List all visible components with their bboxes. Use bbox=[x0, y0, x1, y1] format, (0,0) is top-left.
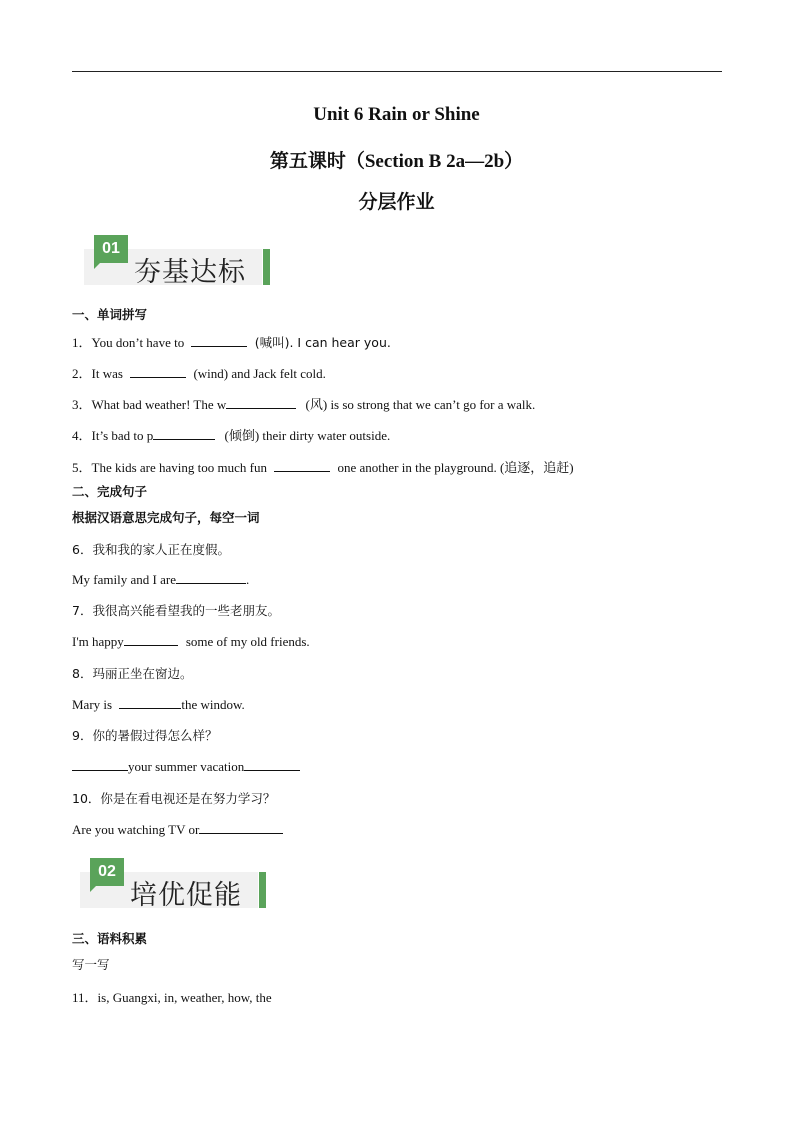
banner-title: 夯基达标 bbox=[134, 257, 246, 288]
question-11 bbox=[72, 987, 272, 1006]
section-subheading: 写一写 bbox=[72, 957, 110, 972]
question-text: some of my old friends. bbox=[185, 634, 310, 649]
question-text: (风) is so strong that we can’t go for a walk. bbox=[305, 397, 536, 412]
question-text: You don’t have to bbox=[91, 335, 185, 350]
question-7-prompt bbox=[72, 601, 280, 619]
question-text: . bbox=[245, 572, 250, 587]
question-8-prompt bbox=[72, 664, 192, 682]
question-text: (倾倒) their dirty water outside. bbox=[224, 428, 391, 443]
question-text: I'm happy bbox=[72, 634, 124, 649]
question-text: My family and I are bbox=[72, 572, 176, 587]
question-number: 1． bbox=[72, 335, 92, 350]
chinese-prompt: 你是在看电视还是在努力学习？ bbox=[100, 791, 276, 806]
answer-blank[interactable] bbox=[176, 571, 246, 584]
chinese-prompt: 我和我的家人正在度假。 bbox=[92, 542, 230, 557]
section-banner-2 bbox=[80, 863, 266, 911]
question-number: 5． bbox=[72, 460, 92, 475]
question-text: (wind) and Jack felt cold. bbox=[193, 366, 326, 381]
answer-blank[interactable] bbox=[274, 459, 330, 472]
question-number: 9． bbox=[72, 728, 93, 743]
document-subtitle2: 分层作业 bbox=[358, 191, 435, 213]
banner-accent-bar bbox=[263, 249, 270, 285]
question-text: What bad weather! The w bbox=[91, 397, 227, 412]
question-4 bbox=[72, 425, 390, 444]
answer-blank[interactable] bbox=[119, 696, 181, 709]
question-text: The kids are having too much fun bbox=[91, 460, 267, 475]
chinese-prompt: 我很高兴能看望我的一些老朋友。 bbox=[92, 603, 280, 618]
question-number: 7． bbox=[72, 603, 93, 618]
answer-blank[interactable] bbox=[72, 758, 128, 771]
question-text: Mary is bbox=[72, 697, 113, 712]
question-number: 11． bbox=[72, 990, 98, 1005]
question-number: 2． bbox=[72, 366, 92, 381]
badge-tail-icon bbox=[94, 263, 100, 269]
question-text: Are you watching TV or bbox=[72, 822, 200, 837]
answer-blank[interactable] bbox=[191, 334, 247, 347]
question-3 bbox=[72, 394, 535, 413]
section-heading-1: 一、单词拼写 bbox=[72, 307, 148, 322]
question-10-answer bbox=[72, 821, 283, 838]
banner-badge: 01 bbox=[94, 235, 128, 263]
question-number: 6． bbox=[72, 542, 93, 557]
question-number: 8． bbox=[72, 666, 93, 681]
question-1 bbox=[72, 332, 391, 351]
question-text: (喊叫). I can hear you. bbox=[254, 335, 391, 350]
chinese-prompt: 玛丽正坐在窗边。 bbox=[92, 666, 193, 681]
question-9-prompt bbox=[72, 726, 217, 744]
section-instruction: 根据汉语意思完成句子，每空一词 bbox=[72, 510, 260, 525]
answer-blank[interactable] bbox=[244, 758, 300, 771]
question-10-prompt bbox=[72, 789, 275, 807]
document-title: Unit 6 Rain or Shine bbox=[313, 104, 480, 125]
question-number: 3． bbox=[72, 397, 92, 412]
banner-accent-bar bbox=[259, 872, 266, 908]
answer-blank[interactable] bbox=[124, 633, 178, 646]
question-6-answer bbox=[72, 571, 249, 588]
answer-blank[interactable] bbox=[199, 821, 283, 834]
section-heading-3: 三、语料积累 bbox=[72, 931, 148, 946]
question-8-answer bbox=[72, 696, 245, 713]
banner-badge: 02 bbox=[90, 858, 124, 886]
question-number: 4． bbox=[72, 428, 92, 443]
badge-tail-icon bbox=[90, 886, 96, 892]
question-7-answer bbox=[72, 633, 310, 650]
question-number: 10． bbox=[72, 791, 101, 806]
question-text: is, Guangxi, in, weather, how, the bbox=[97, 990, 272, 1005]
question-text: the window. bbox=[181, 697, 245, 712]
question-text: It’s bad to p bbox=[91, 428, 154, 443]
answer-blank[interactable] bbox=[153, 427, 215, 440]
question-text: It was bbox=[91, 366, 123, 381]
question-text: one another in the playground. (追逐，追赶) bbox=[337, 460, 574, 475]
banner-title: 培优促能 bbox=[130, 880, 242, 911]
question-text: your summer vacation bbox=[128, 759, 245, 774]
document-subtitle: 第五课时（Section B 2a—2b） bbox=[269, 151, 524, 172]
question-9-answer bbox=[72, 758, 300, 775]
question-2 bbox=[72, 363, 326, 382]
answer-blank[interactable] bbox=[226, 396, 296, 409]
question-5 bbox=[72, 457, 574, 476]
section-heading-2: 二、完成句子 bbox=[72, 484, 148, 499]
section-banner-1 bbox=[84, 240, 270, 288]
answer-blank[interactable] bbox=[130, 365, 186, 378]
chinese-prompt: 你的暑假过得怎么样？ bbox=[92, 728, 218, 743]
question-6-prompt bbox=[72, 540, 230, 558]
top-rule bbox=[72, 71, 722, 72]
